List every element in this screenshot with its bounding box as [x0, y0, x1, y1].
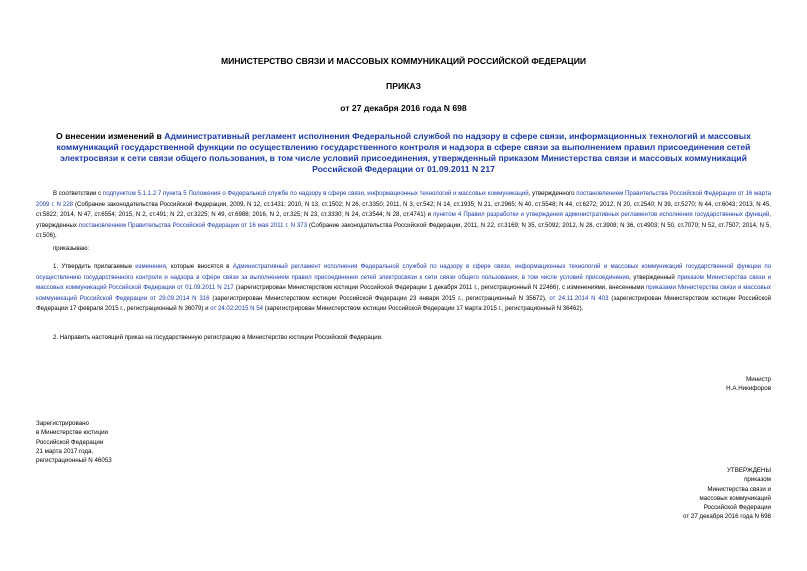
item1-link-6[interactable]: от 24.02.2015 N 54	[210, 305, 264, 312]
registration-block	[36, 419, 112, 465]
preamble-text-2: , утвержденного	[528, 190, 577, 197]
item1-text-1: 1. Утвердить прилагаемые	[53, 263, 136, 270]
approval-line: Российской Федерации	[703, 504, 771, 512]
document-type: ПРИКАЗ	[386, 81, 421, 91]
preamble-text-5: (Собрание законодательства Российской Федерации, 2011, N 22, ст.3169; N 35, ст.5092; 2012, N 28, ст.3908; N 36, ст.4903; N 50, ст.7070; N 52, ст.7507; 2014, N 5, ст.506),	[36, 221, 771, 239]
subject-link[interactable]: Административный регламент исполнения Федеральной службой по надзору в сфере связи, информационных технологий и массовых коммуникаций государственной функции по осуществлению государственного контроля и надзора в сфере связи за выполнением правил присоединения сетей электросвязи к сети связи общего пользования, в том числе условий присоединения, утвержденный приказом Министерства связи и массовых коммуникаций Российской Федерации от 01.09.2011 N 217	[56, 131, 751, 174]
preamble-link-3[interactable]: пунктом 4 Правил разработки и утверждения административных регламентов исполнения государственных функций	[433, 211, 770, 218]
item1-link-2[interactable]: Административный регламент исполнения Федеральной службой по надзору в сфере связи, информационных технологий и массовых коммуникаций государственной функции по осуществлению государственного контроля и надзора в сфере связи за выполнением правил присоединения сетей электросвязи к сети связи общего пользования, в том числе условий присоединения	[36, 263, 772, 281]
item1-text-5: (зарегистрирован Министерством юстиции Российской Федерации 23 января 2015 г., регистрационный N 35672),	[209, 294, 550, 302]
subject-text: О внесении изменений в	[56, 131, 165, 141]
item1-text-6: (зарегистрирован Министерством юстиции Российской Федерации 17 февраля 2015 г., регистрационный N 36079) и	[36, 294, 772, 312]
approval-line: Министерства связи и	[707, 485, 771, 493]
item1-text-4: (зарегистрирован Министерством юстиции Российской Федерации 1 декабря 2011 г., регистрационный N 22466), с изменениями, внесенными	[233, 284, 646, 291]
order-word: приказываю:	[53, 245, 90, 252]
item1-text-2: , которые вносятся в	[165, 263, 233, 270]
item1-text-7: (зарегистрирован Министерством юстиции Российской Федерации 17 марта 2015 г., регистрационный N 36462).	[263, 305, 584, 312]
document-subject	[36, 131, 771, 175]
item1-link-4[interactable]: приказами Министерства связи и массовых коммуникаций Российской Федерации от 29.09.2014 N 316	[36, 284, 772, 302]
registration-line: Российской Федерации	[36, 438, 104, 446]
registration-line: регистрационный N 46053	[36, 457, 112, 465]
order-item-1	[36, 262, 771, 315]
item1-link-3[interactable]: приказом Министерства связи и массовых коммуникаций Российской Федерации от 01.09.2011 N 217	[36, 273, 772, 291]
preamble-link-4[interactable]: постановлением Правительства Российской Федерации от 16 мая 2011 г. N 373	[78, 221, 308, 229]
preamble-text-3: (Собрание законодательства Российской Федерации, 2009, N 12, ст.1431; 2010, N 13, ст.1502; N 26, ст.3350; 2011, N 3, ст.542; N 14, ст.1935; N 21, ст.2965; N 40, ст.5548; N 44, ст.6272; 2012, N 20, ст.2540; N 39, ст.5270; N 44, ст.6043; 2013, N 45, ст.5822; 2014, N 47, ст.6554; 2015, N 2, ст.491; N 22, ст.3225; N 49, ст.6988; 2016, N 2, ст.325; N 23, ст.3330; N 24, ст.3544; N 28, ст.4741) и	[36, 200, 771, 218]
preamble-paragraph	[36, 189, 771, 242]
signature-block	[726, 375, 771, 394]
approval-line: от 27 декабря 2016 года N 698	[683, 513, 771, 521]
preamble-text-4: , утвержденных	[36, 211, 771, 229]
item1-text-3: , утвержденный	[629, 273, 678, 281]
signer-name: Н.А.Никифоров	[726, 385, 771, 393]
approval-line: приказом	[744, 476, 771, 484]
document-date: от 27 декабря 2016 года N 698	[340, 103, 467, 113]
approval-line: массовых коммуникаций	[699, 494, 771, 502]
preamble-link-1[interactable]: подпунктом 5.1.1.2.7 пункта 5 Положения о Федеральной службе по надзору в сфере связи, информационных технологий и массовых коммуникаций	[102, 190, 529, 197]
approval-line: УТВЕРЖДЕНЫ	[727, 467, 771, 474]
approval-block	[571, 466, 771, 522]
preamble-text-1: В соответствии с	[53, 190, 103, 197]
ministry-heading: МИНИСТЕРСТВО СВЯЗИ И МАССОВЫХ КОММУНИКАЦИЙ РОССИЙСКОЙ ФЕДЕРАЦИИ	[220, 56, 587, 66]
item1-link-1[interactable]: изменения	[135, 263, 166, 270]
signer-title: Министр	[746, 376, 771, 383]
registration-line: в Министерстве юстиции	[36, 429, 109, 437]
registration-line: 21 марта 2017 года,	[36, 447, 94, 455]
order-item-2: 2. Направить настоящий приказ на государственную регистрацию в Министерство юстиции Российской Федерации.	[53, 334, 383, 341]
registration-line: Зарегистрировано	[36, 420, 89, 427]
preamble-link-2[interactable]: постановлением Правительства Российской Федерации от 16 марта 2009 г. N 228	[36, 190, 772, 208]
item1-link-5[interactable]: от 24.11.2014 N 403	[549, 294, 609, 302]
